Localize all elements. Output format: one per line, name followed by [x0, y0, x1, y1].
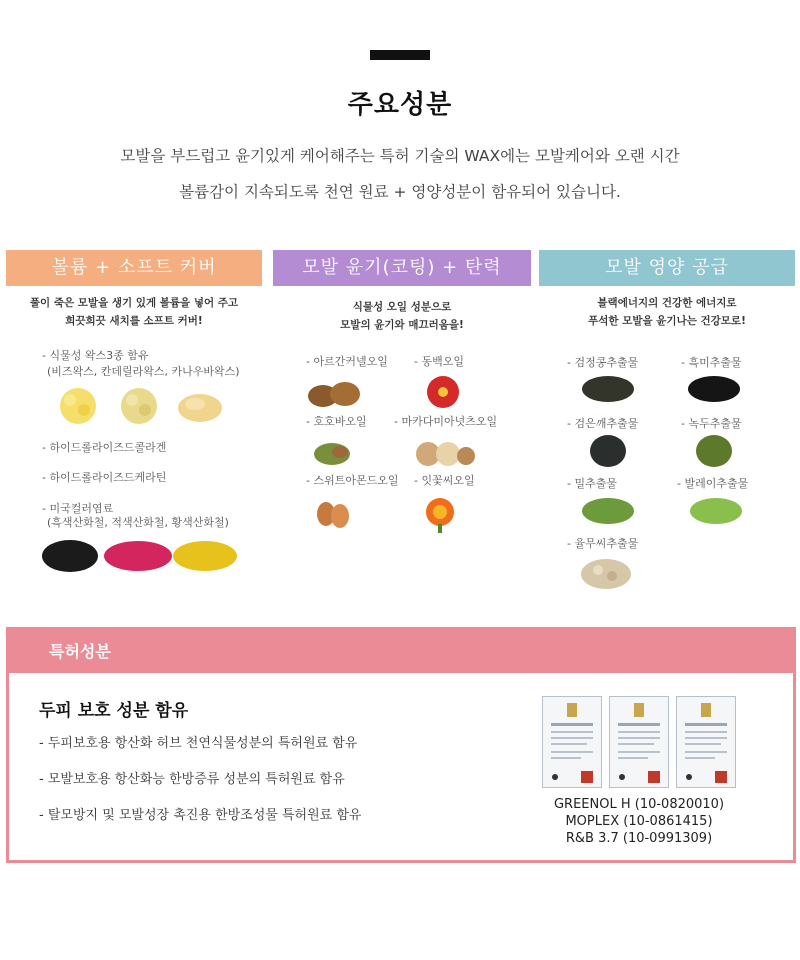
volume-heading: 볼륨 + 소프트 커버 [6, 250, 262, 286]
patent-code-3: R&B 3.7 (10-0991309) [565, 831, 713, 846]
patent-item-1: - 두피보호용 항산화 허브 천연식물성분의 특허원료 함유 [39, 736, 358, 751]
wax-detail: (비즈왁스, 칸데릴라왁스, 카나우바왁스) [47, 365, 240, 378]
patent-title: 두피 보호 성분 함유 [39, 701, 189, 721]
patent-section [6, 627, 796, 863]
macadamia-oil-label: - 마카다미아넛츠오일 [394, 415, 498, 428]
black-iron-oxide-image [42, 540, 98, 572]
patent-item-3: - 탈모방지 및 모발성장 촉진용 한방조성물 특허원료 함유 [39, 808, 362, 823]
barley-grass-image [690, 498, 742, 524]
nutrition-heading: 모발 영양 공급 [539, 250, 795, 286]
extract-images-row-2 [580, 432, 760, 470]
extract-images-row-1 [580, 372, 760, 406]
jojoba-oil-image [314, 443, 350, 465]
collagen-item: - 하이드롤라이즈드콜라겐 [42, 441, 167, 454]
oil-images-row-3 [310, 494, 490, 534]
oil-images-row-1 [305, 372, 485, 412]
camellia-oil-image [427, 376, 459, 408]
top-accent-bar [370, 50, 430, 60]
black-sesame-extract-label: - 검은깨추출물 [567, 417, 639, 430]
mung-bean-image [696, 435, 732, 467]
shine-heading: 모발 윤기(코팅) + 탄력 [273, 250, 531, 286]
camellia-oil-label: - 동백오일 [414, 355, 464, 368]
safflower-oil-label: - 잇꽃씨오일 [414, 474, 475, 487]
red-iron-oxide-image [104, 541, 172, 571]
black-rice-image [688, 376, 740, 402]
sweet-almond-oil-image [317, 502, 349, 528]
pigment-images [40, 536, 240, 576]
sweet-almond-oil-label: - 스위트아몬드오일 [306, 474, 399, 487]
argan-oil-image [308, 382, 360, 407]
nutrition-subtitle-line-1: 블랙에너지의 건강한 에너지로 [597, 297, 737, 309]
nutrition-subtitle [539, 294, 795, 330]
patent-heading: 특허성분 [9, 630, 793, 673]
macadamia-oil-image [416, 442, 475, 466]
color-dye-detail: (흑색산화철, 적색산화철, 황색산화철) [47, 516, 229, 529]
patent-code-2: MOPLEX (10-0861415) [565, 814, 713, 829]
beeswax-image [60, 388, 96, 424]
volume-subtitle-line-1: 풀이 죽은 모발을 생기 있게 볼륨을 넣어 주고 [29, 297, 239, 309]
job-tears-image [580, 556, 636, 592]
shine-subtitle [273, 298, 531, 334]
oil-images-row-2 [310, 432, 490, 472]
argan-oil-label: - 아르간커넬오일 [306, 355, 388, 368]
black-bean-extract-label: - 검정콩추출물 [567, 356, 639, 369]
safflower-oil-image [426, 498, 454, 533]
intro-line-2: 볼륨감이 지속되도록 천연 원료 + 영양성분이 함유되어 있습니다. [179, 183, 621, 201]
candelilla-wax-image [121, 388, 157, 424]
black-sesame-image [590, 435, 626, 467]
volume-subtitle-line-2: 희끗희끗 새치를 소프트 커버! [65, 315, 203, 327]
keratin-item: - 하이드롤라이즈드케라틴 [42, 471, 167, 484]
black-bean-image [582, 376, 634, 402]
wax-images [50, 382, 230, 428]
patent-item-2: - 모발보호용 항산화능 한방증류 성분의 특허원료 함유 [39, 772, 345, 787]
carnauba-wax-image [178, 394, 222, 422]
wheat-grass-image [582, 498, 634, 524]
wheat-extract-label: - 밀추출물 [567, 477, 617, 490]
certificate-1 [542, 696, 602, 788]
shine-subtitle-line-2: 모발의 윤기와 매끄러움을! [340, 319, 464, 331]
intro-line-1: 모발을 부드럽고 윤기있게 케어해주는 특허 기술의 WAX에는 모발케어와 오랜 시간 [120, 147, 680, 165]
patent-certificates [542, 696, 742, 792]
black-rice-extract-label: - 흑미추출물 [681, 356, 742, 369]
page-title: 주요성분 [347, 90, 453, 120]
color-dye-item: - 미국컬러염료 [42, 502, 114, 515]
job-tears-extract-label: - 율무씨추출물 [567, 537, 639, 550]
volume-subtitle [6, 294, 262, 330]
jojoba-oil-label: - 호호바오일 [306, 415, 367, 428]
wax-item: - 식물성 왁스3종 함유 [42, 349, 149, 362]
shine-subtitle-line-1: 식물성 오일 성분으로 [352, 301, 452, 313]
nutrition-subtitle-line-2: 푸석한 모발을 윤기나는 건강모로! [588, 315, 746, 327]
patent-code-1: GREENOL H (10-0820010) [553, 797, 725, 812]
certificate-2 [609, 696, 669, 788]
barley-extract-label: - 발레이추출물 [677, 477, 749, 490]
certificate-3 [676, 696, 736, 788]
yellow-iron-oxide-image [173, 541, 237, 571]
extract-images-row-3 [580, 494, 760, 528]
mung-bean-extract-label: - 녹두추출물 [681, 417, 742, 430]
